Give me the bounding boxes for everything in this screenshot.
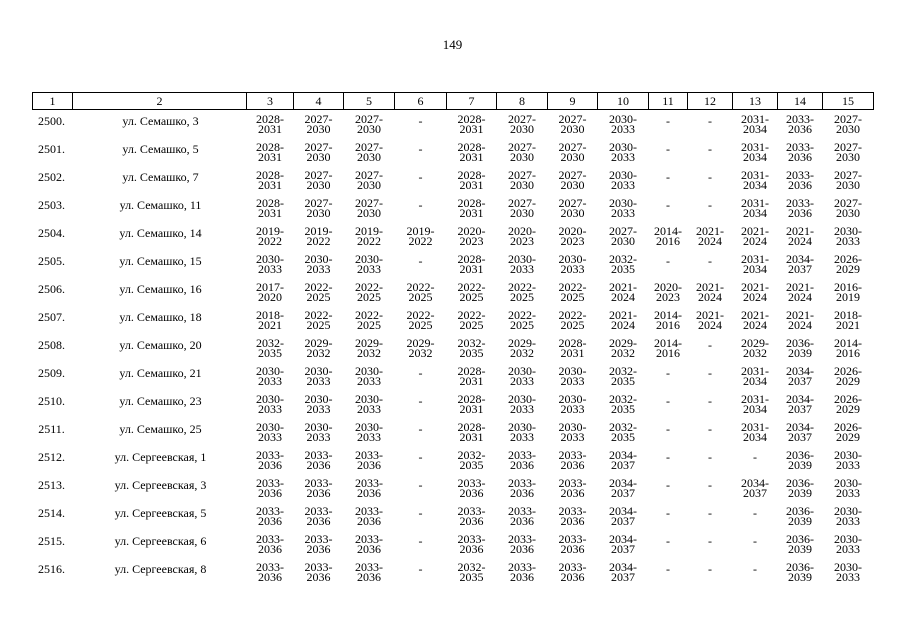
period-cell: 2027- 2030	[609, 223, 637, 248]
table-row	[33, 306, 874, 334]
address-cell: ул. Семашко, 18	[119, 309, 202, 324]
period-cell: 2027- 2030	[355, 195, 383, 220]
period-cell: -	[418, 114, 423, 128]
period-cell: 2028- 2031	[457, 251, 486, 276]
period-cell: 2033- 2036	[256, 503, 284, 528]
period-cell: 2021- 2024	[741, 279, 769, 304]
period-cell: 2032- 2035	[256, 335, 284, 360]
period-cell: 2030- 2033	[256, 251, 284, 276]
period-cell: 2033- 2036	[508, 475, 536, 500]
period-cell: 2030- 2033	[304, 251, 333, 276]
period-cell: -	[708, 393, 712, 408]
period-cell: 2021- 2024	[609, 307, 637, 332]
period-cell: 2033- 2036	[558, 559, 587, 584]
period-cell: -	[666, 114, 670, 128]
period-cell: 2014- 2016	[654, 307, 682, 332]
period-cell: -	[418, 477, 423, 492]
period-cell: 2014- 2016	[834, 335, 862, 360]
period-cell: 2030- 2033	[355, 363, 383, 388]
period-cell: 2028- 2031	[457, 363, 486, 388]
period-cell: -	[708, 421, 712, 436]
period-cell: 2019- 2022	[406, 223, 435, 248]
period-cell: 2030- 2033	[834, 559, 862, 584]
period-cell: 2022- 2025	[457, 279, 486, 304]
address-cell: ул. Семашко, 15	[119, 253, 202, 268]
period-cell: 2022- 2025	[355, 307, 383, 332]
period-cell: 2027- 2030	[508, 167, 536, 192]
column-header-9: 9	[548, 93, 598, 110]
period-cell: 2028- 2031	[457, 167, 486, 192]
column-header-13: 13	[733, 93, 778, 110]
period-cell: -	[708, 169, 712, 184]
row-number: 2512.	[38, 449, 65, 464]
period-cell: 2030- 2033	[256, 391, 284, 416]
period-cell: 2030- 2033	[304, 363, 333, 388]
period-cell: 2031- 2034	[741, 195, 769, 220]
period-cell: 2030- 2033	[558, 363, 587, 388]
period-cell: 2014- 2016	[654, 223, 682, 248]
period-cell: 2036- 2039	[786, 447, 814, 472]
period-cell: 2034- 2037	[786, 251, 814, 276]
period-cell: -	[708, 533, 712, 548]
period-cell: 2033- 2036	[355, 559, 383, 584]
period-cell: 2022- 2025	[457, 307, 486, 332]
period-cell: 2030- 2033	[834, 531, 862, 556]
period-cell: 2020- 2023	[654, 279, 682, 304]
period-cell: 2031- 2034	[741, 419, 769, 444]
period-cell: 2020- 2023	[558, 223, 587, 248]
period-cell: 2028- 2031	[457, 419, 486, 444]
period-cell: 2027- 2030	[508, 195, 536, 220]
period-cell: 2021- 2024	[786, 279, 814, 304]
period-cell: 2022- 2025	[304, 279, 333, 304]
table-row	[33, 222, 874, 250]
period-cell: 2032- 2035	[457, 559, 486, 584]
period-cell: 2033- 2036	[558, 475, 587, 500]
period-cell: 2030- 2033	[834, 475, 862, 500]
period-cell: 2033- 2036	[355, 503, 383, 528]
period-cell: 2033- 2036	[355, 447, 383, 472]
period-cell: 2021- 2024	[696, 223, 724, 248]
period-cell: 2034- 2037	[609, 447, 637, 472]
column-header-3: 3	[247, 93, 294, 110]
period-cell: 2030- 2033	[834, 503, 862, 528]
row-number: 2500.	[38, 114, 65, 128]
period-cell: 2030- 2033	[508, 363, 536, 388]
period-cell: 2031- 2034	[741, 139, 769, 164]
period-cell: 2017- 2020	[256, 279, 284, 304]
address-cell: ул. Семашко, 21	[119, 365, 202, 380]
address-cell: ул. Семашко, 5	[122, 141, 199, 156]
address-cell: ул. Сергеевская, 5	[114, 505, 207, 520]
period-cell: 2031- 2034	[741, 251, 769, 276]
row-number: 2516.	[38, 561, 65, 576]
table-row	[33, 138, 874, 166]
period-cell: 2021- 2024	[786, 223, 814, 248]
period-cell: -	[708, 561, 712, 576]
period-cell: -	[666, 141, 670, 156]
period-cell: -	[418, 141, 423, 156]
period-cell: 2022- 2025	[558, 307, 587, 332]
address-cell: ул. Семашко, 3	[122, 114, 199, 128]
period-cell: -	[753, 505, 757, 520]
period-cell: 2034- 2037	[786, 419, 814, 444]
period-cell: 2027- 2030	[834, 167, 862, 192]
table-row	[33, 530, 874, 558]
period-cell: 2033- 2036	[508, 531, 536, 556]
row-number: 2505.	[38, 253, 65, 268]
period-cell: 2030- 2033	[355, 419, 383, 444]
column-header-6: 6	[395, 93, 447, 110]
period-cell: -	[708, 365, 712, 380]
period-cell: 2021- 2024	[696, 279, 724, 304]
table-row	[33, 502, 874, 530]
period-cell: 2027- 2030	[508, 139, 536, 164]
period-cell: 2030- 2033	[558, 391, 587, 416]
column-header-2: 2	[73, 93, 247, 110]
period-cell: 2022- 2025	[406, 279, 435, 304]
period-cell: 2030- 2033	[355, 251, 383, 276]
table-row	[33, 558, 874, 586]
period-cell: 2031- 2034	[741, 363, 769, 388]
period-cell: 2033- 2036	[786, 112, 814, 136]
period-cell: -	[418, 421, 423, 436]
period-cell: 2030- 2033	[609, 195, 637, 220]
period-cell: 2028- 2031	[558, 335, 587, 360]
period-cell: -	[708, 197, 712, 212]
period-cell: 2018- 2021	[834, 307, 862, 332]
period-cell: 2020- 2023	[457, 223, 486, 248]
period-cell: -	[418, 169, 423, 184]
row-number: 2507.	[38, 309, 65, 324]
period-cell: 2028- 2031	[256, 167, 284, 192]
period-cell: 2033- 2036	[256, 531, 284, 556]
period-cell: 2032- 2035	[457, 447, 486, 472]
column-header-10: 10	[598, 93, 649, 110]
period-cell: 2022- 2025	[355, 279, 383, 304]
period-cell: 2032- 2035	[609, 391, 637, 416]
period-cell: -	[708, 337, 712, 352]
period-cell: 2033- 2036	[256, 559, 284, 584]
period-cell: 2033- 2036	[786, 195, 814, 220]
period-cell: 2030- 2033	[609, 139, 637, 164]
row-number: 2510.	[38, 393, 65, 408]
period-cell: 2022- 2025	[406, 307, 435, 332]
period-cell: 2033- 2036	[508, 559, 536, 584]
period-cell: 2033- 2036	[558, 531, 587, 556]
period-cell: 2027- 2030	[304, 167, 333, 192]
period-cell: -	[418, 561, 423, 576]
period-cell: 2033- 2036	[304, 447, 333, 472]
period-cell: 2031- 2034	[741, 391, 769, 416]
period-cell: -	[418, 533, 423, 548]
period-cell: 2033- 2036	[508, 503, 536, 528]
row-number: 2502.	[38, 169, 65, 184]
period-cell: 2029- 2032	[741, 335, 769, 360]
period-cell: 2030- 2033	[834, 223, 862, 248]
row-number: 2501.	[38, 141, 65, 156]
row-number: 2511.	[38, 421, 65, 436]
period-cell: -	[418, 197, 423, 212]
period-cell: 2021- 2024	[741, 223, 769, 248]
period-cell: 2027- 2030	[304, 112, 333, 136]
row-number: 2508.	[38, 337, 65, 352]
period-cell: 2030- 2033	[355, 391, 383, 416]
table-row	[33, 334, 874, 362]
period-cell: 2027- 2030	[834, 112, 862, 136]
column-header-8: 8	[497, 93, 548, 110]
period-cell: 2030- 2033	[834, 447, 862, 472]
period-cell: 2026- 2029	[834, 391, 862, 416]
period-cell: 2029- 2032	[508, 335, 536, 360]
period-cell: 2033- 2036	[304, 559, 333, 584]
period-cell: -	[708, 253, 712, 268]
period-cell: -	[418, 365, 423, 380]
period-cell: 2028- 2031	[457, 139, 486, 164]
period-cell: 2034- 2037	[741, 475, 769, 500]
address-cell: ул. Семашко, 14	[119, 225, 202, 240]
period-cell: 2028- 2031	[256, 139, 284, 164]
period-cell: 2033- 2036	[355, 531, 383, 556]
period-cell: 2026- 2029	[834, 419, 862, 444]
column-header-1: 1	[33, 93, 73, 110]
period-cell: 2027- 2030	[834, 139, 862, 164]
table-row	[33, 278, 874, 306]
table-row	[33, 390, 874, 418]
column-header-7: 7	[447, 93, 497, 110]
period-cell: 2036- 2039	[786, 335, 814, 360]
row-number: 2506.	[38, 281, 65, 296]
period-cell: 2030- 2033	[256, 363, 284, 388]
header-row	[33, 93, 874, 110]
period-cell: -	[708, 141, 712, 156]
period-cell: -	[418, 505, 423, 520]
address-cell: ул. Семашко, 11	[119, 197, 202, 212]
period-cell: 2036- 2039	[786, 531, 814, 556]
period-cell: 2014- 2016	[654, 335, 682, 360]
period-cell: 2020- 2023	[508, 223, 536, 248]
period-cell: 2033- 2036	[304, 503, 333, 528]
period-cell: 2030- 2033	[304, 419, 333, 444]
period-cell: -	[666, 533, 670, 548]
period-cell: 2027- 2030	[558, 195, 587, 220]
period-cell: 2027- 2030	[508, 112, 536, 136]
period-cell: 2021- 2024	[786, 307, 814, 332]
period-cell: 2018- 2021	[256, 307, 284, 332]
period-cell: 2019- 2022	[355, 223, 383, 248]
period-cell: -	[666, 561, 670, 576]
address-cell: ул. Сергеевская, 8	[114, 561, 207, 576]
table-row	[33, 446, 874, 474]
period-cell: -	[666, 253, 670, 268]
period-cell: 2036- 2039	[786, 475, 814, 500]
period-cell: 2028- 2031	[457, 112, 486, 136]
schedule-table	[32, 92, 874, 586]
table-row	[33, 362, 874, 390]
period-cell: 2034- 2037	[786, 363, 814, 388]
row-number: 2513.	[38, 477, 65, 492]
period-cell: 2030- 2033	[508, 391, 536, 416]
period-cell: 2030- 2033	[508, 251, 536, 276]
period-cell: 2033- 2036	[304, 531, 333, 556]
period-cell: 2033- 2036	[508, 447, 536, 472]
period-cell: -	[708, 449, 712, 464]
period-cell: 2033- 2036	[558, 447, 587, 472]
period-cell: -	[753, 533, 757, 548]
period-cell: 2030- 2033	[256, 419, 284, 444]
period-cell: 2034- 2037	[609, 559, 637, 584]
period-cell: 2033- 2036	[256, 475, 284, 500]
address-cell: ул. Сергеевская, 3	[114, 477, 207, 492]
period-cell: 2033- 2036	[457, 475, 486, 500]
period-cell: 2029- 2032	[355, 335, 383, 360]
address-cell: ул. Семашко, 20	[119, 337, 202, 352]
period-cell: 2033- 2036	[256, 447, 284, 472]
period-cell: 2028- 2031	[457, 391, 486, 416]
period-cell: 2030- 2033	[304, 391, 333, 416]
period-cell: 2034- 2037	[609, 531, 637, 556]
address-cell: ул. Семашко, 16	[119, 281, 202, 296]
period-cell: 2026- 2029	[834, 251, 862, 276]
table-row	[33, 250, 874, 278]
period-cell: -	[666, 421, 670, 436]
period-cell: -	[666, 365, 670, 380]
period-cell: 2029- 2032	[609, 335, 637, 360]
period-cell: 2033- 2036	[355, 475, 383, 500]
table-body	[33, 110, 874, 586]
period-cell: -	[708, 505, 712, 520]
column-header-15: 15	[823, 93, 874, 110]
period-cell: -	[418, 449, 423, 464]
page-number: 149	[442, 37, 463, 52]
period-cell: 2019- 2022	[256, 223, 284, 248]
period-cell: 2032- 2035	[609, 363, 637, 388]
column-header-12: 12	[688, 93, 733, 110]
period-cell: 2036- 2039	[786, 559, 814, 584]
row-number: 2504.	[38, 225, 65, 240]
period-cell: 2033- 2036	[558, 503, 587, 528]
address-cell: ул. Семашко, 23	[119, 393, 202, 408]
period-cell: 2031- 2034	[741, 167, 769, 192]
period-cell: 2030- 2033	[508, 419, 536, 444]
row-number: 2514.	[38, 505, 65, 520]
period-cell: 2032- 2035	[609, 251, 637, 276]
period-cell: 2030- 2033	[609, 167, 637, 192]
period-cell: -	[753, 449, 757, 464]
period-cell: -	[666, 505, 670, 520]
period-cell: 2022- 2025	[508, 279, 536, 304]
period-cell: 2033- 2036	[786, 167, 814, 192]
period-cell: 2022- 2025	[508, 307, 536, 332]
address-cell: ул. Семашко, 7	[122, 169, 199, 184]
period-cell: 2027- 2030	[834, 195, 862, 220]
period-cell: 2033- 2036	[304, 475, 333, 500]
period-cell: 2021- 2024	[609, 279, 637, 304]
period-cell: 2027- 2030	[355, 139, 383, 164]
period-cell: 2030- 2033	[558, 251, 587, 276]
period-cell: 2027- 2030	[355, 112, 383, 136]
period-cell: 2033- 2036	[457, 531, 486, 556]
period-cell: 2027- 2030	[558, 112, 587, 136]
period-cell: 2033- 2036	[457, 503, 486, 528]
address-cell: ул. Сергеевская, 6	[114, 533, 207, 548]
period-cell: 2029- 2032	[304, 335, 333, 360]
table-row	[33, 166, 874, 194]
period-cell: 2029- 2032	[406, 335, 435, 360]
address-cell: ул. Семашко, 25	[119, 421, 202, 436]
period-cell: 2036- 2039	[786, 503, 814, 528]
period-cell: -	[666, 169, 670, 184]
period-cell: 2033- 2036	[786, 139, 814, 164]
period-cell: 2032- 2035	[609, 419, 637, 444]
table-row	[33, 474, 874, 502]
column-header-14: 14	[778, 93, 823, 110]
period-cell: 2030- 2033	[609, 112, 637, 136]
period-cell: -	[708, 114, 712, 128]
period-cell: 2032- 2035	[457, 335, 486, 360]
period-cell: -	[753, 561, 757, 576]
period-cell: 2028- 2031	[256, 112, 284, 136]
period-cell: 2031- 2034	[741, 112, 769, 136]
period-cell: -	[666, 393, 670, 408]
period-cell: 2027- 2030	[558, 139, 587, 164]
period-cell: 2027- 2030	[304, 195, 333, 220]
row-number: 2515.	[38, 533, 65, 548]
period-cell: 2027- 2030	[558, 167, 587, 192]
table-row	[33, 194, 874, 222]
period-cell: 2030- 2033	[558, 419, 587, 444]
row-number: 2503.	[38, 197, 65, 212]
row-number: 2509.	[38, 365, 65, 380]
period-cell: 2016- 2019	[834, 279, 862, 304]
period-cell: 2028- 2031	[256, 195, 284, 220]
column-header-4: 4	[294, 93, 344, 110]
period-cell: 2026- 2029	[834, 363, 862, 388]
period-cell: 2021- 2024	[696, 307, 724, 332]
period-cell: -	[418, 253, 423, 268]
period-cell: 2027- 2030	[304, 139, 333, 164]
period-cell: 2019- 2022	[304, 223, 333, 248]
table-row	[33, 110, 874, 138]
period-cell: -	[666, 449, 670, 464]
period-cell: -	[666, 197, 670, 212]
period-cell: 2022- 2025	[558, 279, 587, 304]
column-header-5: 5	[344, 93, 395, 110]
period-cell: 2022- 2025	[304, 307, 333, 332]
address-cell: ул. Сергеевская, 1	[114, 449, 207, 464]
period-cell: 2028- 2031	[457, 195, 486, 220]
column-header-11: 11	[649, 93, 688, 110]
period-cell: -	[708, 477, 712, 492]
period-cell: -	[418, 393, 423, 408]
period-cell: 2034- 2037	[609, 475, 637, 500]
period-cell: 2027- 2030	[355, 167, 383, 192]
period-cell: 2034- 2037	[786, 391, 814, 416]
period-cell: 2034- 2037	[609, 503, 637, 528]
period-cell: -	[666, 477, 670, 492]
period-cell: 2021- 2024	[741, 307, 769, 332]
table-row	[33, 418, 874, 446]
